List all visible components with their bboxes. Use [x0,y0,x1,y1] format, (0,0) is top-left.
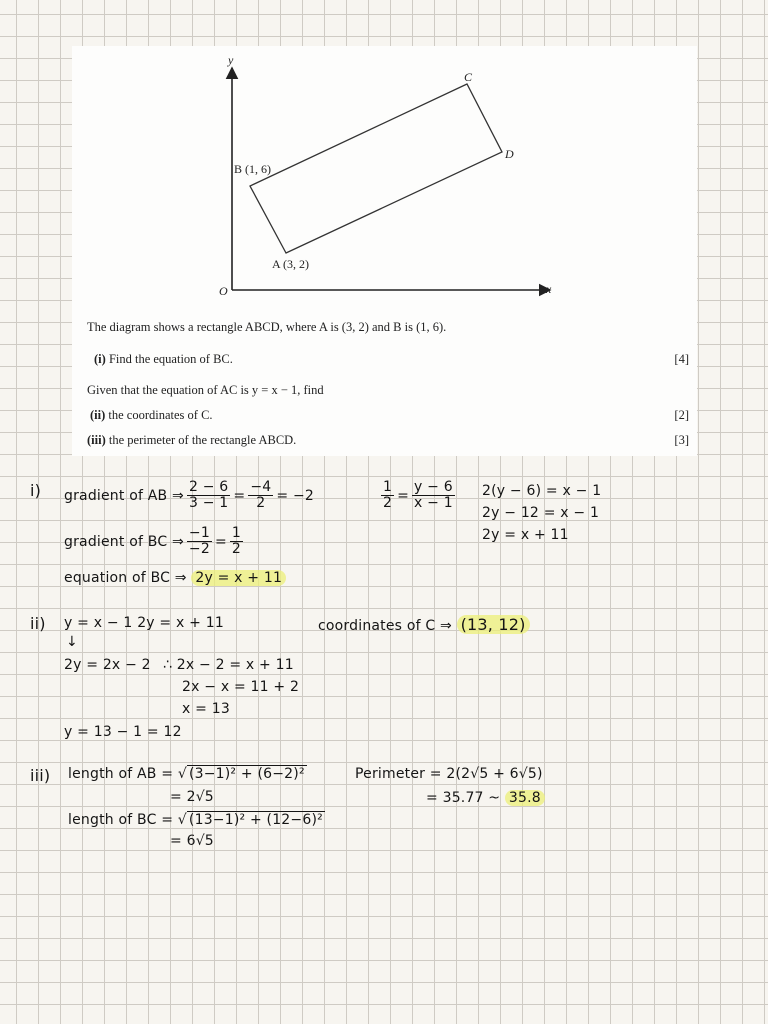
solution-ii-label: ii) [30,614,46,633]
gradient-bc-simplified [230,526,243,558]
perimeter-line: Perimeter = 2(2√5 + 6√5) [355,766,543,782]
point-c-label: C [464,70,473,84]
collect-terms-step: 2x − x = 11 + 2 [182,679,300,695]
length-ab-label: length of AB = [68,766,174,782]
part-ii-marks: [2] [674,408,689,422]
question-intro: The diagram shows a rectangle ABCD, where A is (3, 2) and B is (1, 6). [87,320,447,334]
gradient-bc-label: gradient of BC ⇒ [64,533,184,550]
length-ab-value: = 2√5 [170,789,214,805]
part-i-text: Find the equation of BC. [108,352,233,366]
rectangle-diagram [72,46,697,306]
part-iii-label: (iii) [87,433,106,447]
perimeter-value: = 35.77 ~ [426,790,501,806]
fraction-numerator: 1 [383,479,393,495]
fraction-denominator: −2 [188,541,210,558]
equals-sign: = [214,533,227,550]
equation-bc-label: equation of BC ⇒ [64,570,187,586]
length-bc-value: = 6√5 [170,833,214,849]
therefore-step: ∴ 2x − 2 = x + 11 [163,657,294,673]
rectangle-abcd [250,84,502,253]
perimeter-answer: 35.8 [505,790,545,806]
equation-bc-line [64,570,286,586]
point-d-label: D [505,147,514,161]
x-value-step: x = 13 [182,701,230,717]
fraction-denominator: x − 1 [414,495,453,512]
equals-sign: = [397,487,410,504]
down-arrow-icon: ↓ [66,634,78,650]
fraction-numerator: 2 − 6 [188,479,229,495]
part-iii-question [87,433,296,448]
rearrange-step-1: 2(y − 6) = x − 1 [482,483,602,499]
fraction-denominator: 2 [231,541,241,558]
gradient-bc-fraction [187,526,212,558]
equals-sign: = [233,487,246,504]
half-fraction [381,480,394,512]
solution-iii-label: iii) [30,766,51,785]
fraction-denominator: 2 [256,495,266,512]
substitution-step: 2y = 2x − 2 [64,657,151,673]
fraction-denominator: 2 [383,495,393,512]
length-ab-radicand: (3−1)² + (6−2)² [188,766,305,782]
perimeter-value-line [426,790,545,806]
part-i-marks: [4] [674,352,689,366]
y-axis-label: y [228,53,234,67]
coordinates-c-label: coordinates of C ⇒ [318,618,452,634]
length-bc-label: length of BC = [68,812,174,828]
fraction-numerator: 1 [231,525,241,541]
gradient-ab-label: gradient of AB ⇒ [64,487,184,504]
part-i-question [94,352,233,367]
gradient-ab-fraction [187,480,230,512]
y-over-x-fraction [412,480,455,512]
length-bc-radicand: (13−1)² + (12−6)² [188,812,323,828]
solution-i-label: i) [30,481,42,500]
part-ii-label: (ii) [90,408,106,422]
gradient-ab-simplified [248,480,273,512]
part-ii-question [90,408,213,423]
fraction-numerator: y − 6 [414,479,453,495]
part-iii-marks: [3] [674,433,689,447]
gradient-ab-line [64,480,314,512]
part-ii-text: the coordinates of C. [108,408,213,422]
gradient-ab-result: = −2 [276,487,314,504]
lines-pair: y = x − 1 2y = x + 11 [64,615,224,631]
part-iii-text: the perimeter of the rectangle ABCD. [108,433,297,447]
length-bc-line [68,812,325,828]
x-axis-label: x [546,282,552,296]
sqrt-icon: √ [177,766,187,782]
length-ab-line [68,766,307,782]
rearrange-step-2: 2y − 12 = x − 1 [482,505,600,521]
origin-label: O [219,284,228,298]
question-card [72,46,697,456]
fraction-denominator: 3 − 1 [188,495,229,512]
given-text: Given that the equation of AC is y = x − 1, find [87,383,324,397]
equation-bc-answer: 2y = x + 11 [191,570,286,586]
gradient-bc-line [64,526,246,558]
fraction-numerator: −4 [250,479,272,495]
y-value-step: y = 13 − 1 = 12 [64,724,182,740]
coordinates-c-line [318,615,530,634]
fraction-numerator: −1 [188,525,210,541]
rearrange-step-3: 2y = x + 11 [482,527,569,543]
sqrt-icon: √ [177,812,187,828]
point-b-label: B (1, 6) [234,162,271,176]
point-gradient-equation [378,480,458,512]
point-a-label: A (3, 2) [272,257,309,271]
part-i-label: (i) [94,352,106,366]
coordinates-c-answer: (13, 12) [457,615,530,634]
